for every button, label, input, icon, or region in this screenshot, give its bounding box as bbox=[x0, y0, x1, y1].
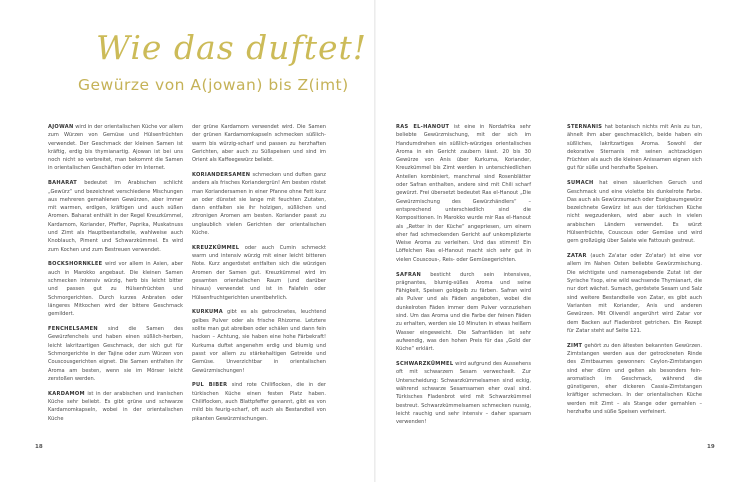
column-1 bbox=[48, 123, 183, 429]
spice-entry bbox=[396, 123, 531, 264]
spice-entry bbox=[48, 325, 183, 383]
spice-term: ZATAR bbox=[567, 253, 587, 260]
spice-entry bbox=[396, 360, 531, 426]
spice-term: FENCHELSAMEN bbox=[48, 326, 98, 333]
spice-term: KORIANDERSAMEN bbox=[192, 171, 251, 178]
subtitle: Gewürze von A(jowan) bis Z(imt) bbox=[78, 76, 349, 94]
script-title: Wie das duftet! bbox=[96, 28, 368, 67]
spice-entry bbox=[567, 342, 702, 417]
spice-entry bbox=[567, 179, 702, 245]
page-number-left: 18 bbox=[35, 444, 43, 450]
spice-term: AJOWAN bbox=[48, 124, 74, 130]
spice-term: PUL BIBER bbox=[192, 382, 228, 389]
spice-entry bbox=[192, 171, 326, 237]
spice-term: BAHARAT bbox=[48, 180, 78, 187]
spice-description: wird vor allem in Asien, aber auch in Marokko angebaut. Die kleinen Samen schmecken intensiv würzig, herb bis leicht bitter und passen gut zu Hülsenfrüchten und Schmorgerichten. Durch kurzes Anbraten oder längeres Mitkochen wird der bittere Geschmack gemildert. bbox=[48, 261, 183, 318]
spice-description: wird aufgrund des Aussehens oft mit schwarzem Sesam verwechselt. Zur Unterscheidung: Schwarzkümmelsamen sind eckig, während schwarze Sesamsamen eher oval sind. Türkisches Fladenbrot wird mit Schwarzkümmel bestreut. Schwarzkümmelsamen schmecken nussig, leicht rauchig und sehr intensiv – daher sparsam verwenden! bbox=[396, 361, 531, 426]
spice-description: schmecken und duften ganz anders als frisches Koriandergrün! Am besten röstet man Koriandersamen in einer Pfanne ohne Fett kurz an oder dünstet sie lange mit feuchten Zutaten, dann entfalten sie ihr holzigen, süßlichen und zitronigen Aromen am besten. Koriander passt zu unglaublich vielen Gerichten der orientalischen Küche. bbox=[192, 171, 326, 237]
spice-description: hat botanisch nichts mit Anis zu tun, ähnelt ihm aber geschmacklich, beide haben ein süßliches, lakritzartiges Aroma. Sowohl der dekorative Sternanis mit seinen achtzackigen Früchten als auch die kleinen Anissamen eignen sich gut für süße und herzhafte Speisen. bbox=[567, 124, 702, 172]
page-gutter bbox=[374, 0, 376, 482]
spice-description: hat einen säuerlichen Geruch und Geschmack und eine violette bis dunkelrote Farbe. Das auch als Gewürzsumach oder Essigbaumgewürz bezeichnete Gewürz ist aus der türkischen Küche nicht wegzudenken, wird aber auch in vielen arabischen Ländern verwendet. Es würzt Hülsenfrüchte, Couscous oder Gemüse und wird gern großzügig über Salate wie Fattoush gestreut. bbox=[567, 180, 702, 245]
spice-term: ZIMT bbox=[567, 342, 583, 349]
spice-entry bbox=[396, 271, 531, 354]
spice-entry bbox=[567, 252, 702, 335]
column-4 bbox=[567, 123, 702, 423]
spice-description: ist eine in Nordafrika sehr beliebte Gewürzmischung, mit der sich im Handumdrehen ein süßlich-würziges orientalisches Aroma in ein Gericht zaubern lässt. 20 bis 30 Gewürze von Anis über Kurkuma, Koriander, Kreuzkümmel bis Zimt werden in unterschiedlichen Anteilen kombiniert, manchmal sind Rosenblätter oder Safran enthalten, andere sind mit Chili scharf gewürzt. Frei übersetzt bedeutet Ras el-Hanout „Die Gewürzmischung des Gewürzhändlers“ – entsprechend unterschiedlich sind die Kompositionen. In Marokko wurde mir Ras el-Hanout als „Retter in der Küche“ angepriesen, um einem eher fad schmeckenden Gericht auf unkomplizierte Weise Aroma zu verleihen. Und das stimmt! Ein Löffelchen Ras el-Hanout macht sich sehr gut in vielen Couscous-, Reis- oder Gemüsegerichten. bbox=[396, 124, 531, 263]
spice-term: SUMACH bbox=[567, 180, 594, 187]
spice-description: wird in der orientalischen Küche vor allem zum Würzen von Gemüse und Hülsenfrüchten verwendet. Der Geschmack der kleinen Samen ist kräftig, erdig bis thymianartig. Ajowan ist bei uns noch nicht so verbreitet, man bekommt die Samen in orientalischen Geschäften oder im Internet. bbox=[48, 124, 183, 172]
spice-entry bbox=[192, 381, 326, 422]
spice-description: ist in der arabischen und iranischen Küche sehr beliebt. Es gibt grüne und schwarze Kardamomkapseln, wobei in der orientalischen Küche bbox=[48, 390, 183, 422]
spice-description: der grüne Kardamom verwendet wird. Die Samen der grünen Kardamomkapseln schmecken süßlich-warm bis würzig-scharf und passen zu herzhaften Gerichten, aber auch zu Süßspeisen und sind im Orient als Kaffeegewürz beliebt. bbox=[192, 124, 326, 164]
spice-description: gehört zu den ältesten bekannten Gewürzen. Zimtstangen werden aus der getrockneten Rinde des Zimtbaumes gewonnen: Ceylon-Zimtstangen sind eher dünn und gelten als besonders fein-aromatisch im Geschmack, während die günstigeren, eher dickeren Cassia-Zimtstangen kräftiger schmecken. In der orientalischen Küche werden mit Zimt – als Stange oder gemahlen – herzhafte und süße Speisen verfeinert. bbox=[567, 342, 702, 415]
spice-term: STERNANIS bbox=[567, 124, 603, 130]
spice-term: KREUZKÜMMEL bbox=[192, 244, 240, 251]
spice-entry bbox=[192, 308, 326, 374]
spice-term: KARDAMOM bbox=[48, 390, 85, 397]
spice-term: BOCKSHORNKLEE bbox=[48, 261, 103, 268]
spice-term: SCHWARZKÜMMEL bbox=[396, 361, 454, 368]
spice-description: oder auch Cumin schmeckt warm und intensiv würzig mit einer leicht bitteren Note. Kurz angeröstet entfalten sich die würzigen Aromen der Samen gut. Kreuzkümmel wird im gesamten orientalischen Raum (und darüber hinaus) verwendet und ist in Falafeln oder Hülsenfruchtgerichten unentbehrlich. bbox=[192, 244, 326, 301]
spice-description: besticht durch sein intensives, prägnantes, blumig-süßes Aroma und seine Fähigkeit, Speisen goldgelb zu färben. Safran wird als Pulver und als Fäden angeboten, wobei die dunkelroten Fäden immer dem Pulver vorzuziehen sind. Um das Aroma und die Farbe der feinen Fäden zu erhalten, werden sie 10 Minuten in etwas heißem Wasser eingeweicht. Die Safranfäden ist sehr aufwendig, was den hohen Preis für das „Gold der Küche“ erklärt. bbox=[396, 271, 531, 353]
spice-description: sind rote Chiliflocken, die in der türkischen Küche einen festen Platz haben. Chiliflocken, auch Blattpfeffer genannt, gibt es von mild bis feurig-scharf, oft auch als Bestandteil von pikanten Gewürzmischungen. bbox=[192, 382, 326, 422]
column-2 bbox=[192, 123, 326, 429]
spice-entry bbox=[567, 123, 702, 173]
page-number-right: 19 bbox=[707, 444, 715, 450]
spice-entry bbox=[48, 390, 183, 423]
spice-description: bedeutet im Arabischen schlicht „Gewürz“ und bezeichnet verschiedene Mischungen aus mehreren gemahlenen Gewürzen, aber immer mit warmen, erdigen, kräftigen und auch süßen Aromen. Baharat enthält in der Regel Kreuzkümmel, Kardamom, Koriander, Pfeffer, Paprika, Muskatnuss und Zimt als Hauptbestandteile, wahlweise auch Knoblauch, Piment und Schwarzkümmel. Es wird zum Kochen und zum Bestreuen verwendet. bbox=[48, 180, 183, 253]
column-3 bbox=[396, 123, 531, 433]
spice-term: KURKUMA bbox=[192, 309, 224, 316]
spice-description: (auch Za'atar oder Zo'atar) ist eine vor allem im Nahen Osten beliebte Gewürzmischung. Die wichtigste und namensgebende Zutat ist der Syrische Ysop, eine wild wachsende Thymianart, die nur dort wächst. Sumach, geröstete Sesam und Salz sind weitere Bestandteile von Zatar, es gibt auch Varianten mit Koriander, Anis und anderen Gewürzen. Mit Olivenöl angerührt wird Zatar vor dem Backen auf Fladenbrot getrichen. Ein Rezept für Zatar steht auf Seite 121. bbox=[567, 253, 702, 334]
spice-entry bbox=[192, 244, 326, 302]
spice-term: SAFRAN bbox=[396, 271, 422, 278]
spice-description: gibt es als getrocknetes, leuchtend gelbes Pulver oder als frische Rhizome. Letztere sollte man gut abreiben oder schälen und dann fein hacken – Achtung, sie haben eine hohe Färbekraft! Kurkuma duftet angenehm erdig und blumig und passt vor allem zu stärkehaltigen Getreide und Gemüse. Unverzichtbar in orientalischen Gewürzmischungen! bbox=[192, 309, 326, 374]
spice-entry bbox=[48, 123, 183, 173]
spice-entry bbox=[48, 179, 183, 254]
spice-description: sind die Samen des Gewürzfenchels und haben einen süßlich-herben, leicht lakritzartigen Geschmack, der sich gut für Schmorgerichte in der Tajine oder zum Würzen von Couscousgerichten eignet. Die Samen entfalten ihr Aroma am besten, wenn sie im Mörser leicht zerstoßen werden. bbox=[48, 326, 183, 382]
spice-entry bbox=[48, 260, 183, 318]
spice-entry bbox=[192, 123, 326, 164]
spice-term: RAS EL-HANOUT bbox=[396, 124, 450, 130]
